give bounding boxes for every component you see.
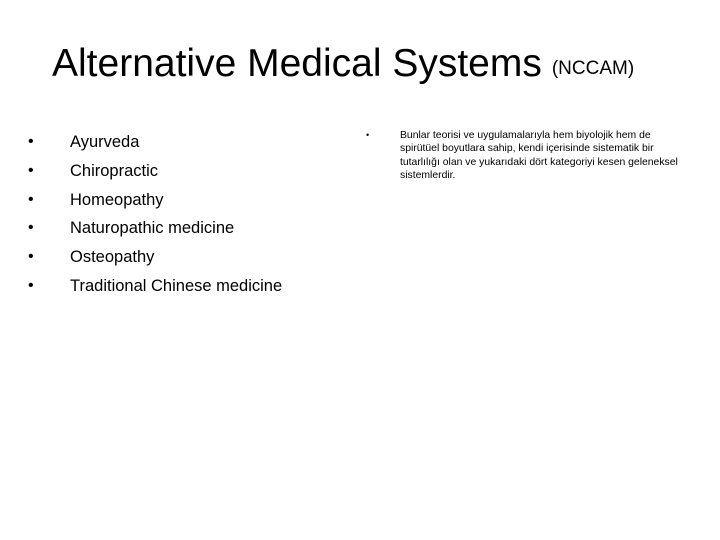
description-block <box>366 129 686 183</box>
list-item <box>28 243 282 272</box>
list-item-label: Traditional Chinese medicine <box>70 276 283 295</box>
list-item-label: Osteopathy <box>70 248 155 267</box>
bullet-icon: • <box>28 161 34 179</box>
list-item-label: Naturopathic medicine <box>70 219 235 238</box>
list-item <box>28 186 282 215</box>
medical-systems-list <box>28 128 282 301</box>
bullet-icon: • <box>28 219 34 237</box>
list-item <box>28 157 282 186</box>
title-suffix-text: (NCCAM) <box>551 58 635 79</box>
list-item <box>28 272 282 301</box>
bullet-icon: • <box>28 190 34 208</box>
bullet-icon: • <box>28 133 34 150</box>
list-item-label: Chiropractic <box>70 161 159 180</box>
list-item-label: Homeopathy <box>70 190 164 209</box>
slide-title <box>52 44 634 83</box>
description-text: Bunlar teorisi ve uygulamalarıyla hem biyolojik hem de spirütüel boyutlara sahip, kendi içerisinde sistematik bir tutarlılığı olan ve yukarıdaki dört kategoriyi kesen geleneksel sistemlerdir. <box>400 130 678 182</box>
title-main-text: Alternative Medical Systems <box>52 42 542 85</box>
bullet-icon: • <box>28 276 34 294</box>
bullet-icon: • <box>366 130 370 140</box>
bullet-icon: • <box>28 248 34 266</box>
list-item <box>28 214 282 243</box>
list-item-label: Ayurveda <box>70 133 140 151</box>
list-item <box>28 128 282 157</box>
